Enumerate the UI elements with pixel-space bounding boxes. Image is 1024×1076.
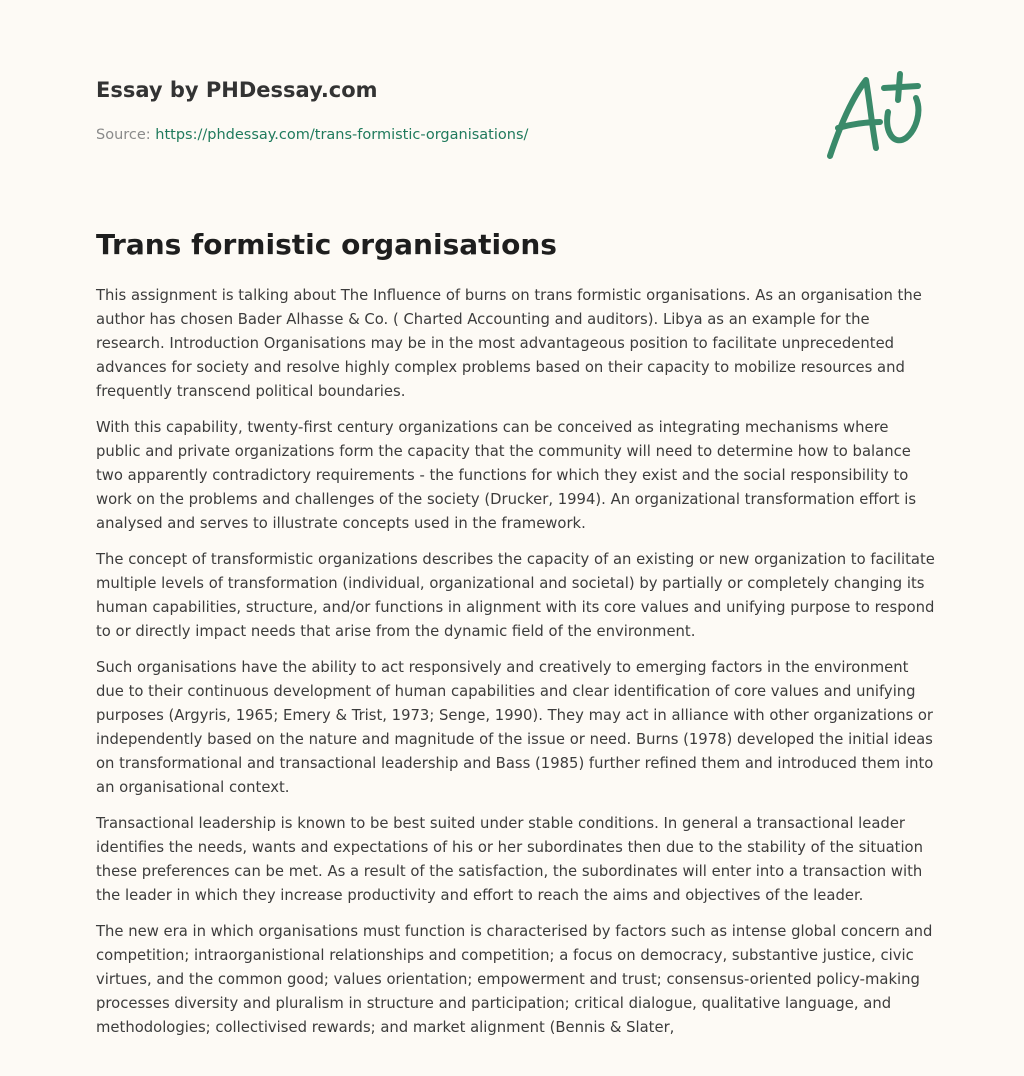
paragraph: With this capability, twenty-first century organizations can be conceived as integrating mechanisms where public and private organizations form the capacity that the community will need to determine how to balance two apparently contradictory requirements - the functions for which they exist and the social responsibility to work on the problems and challenges of the society (Drucker, 1994). An organizational transformation effort is analysed and serves to illustrate concepts used in the framework. bbox=[96, 419, 917, 532]
brand-title: Essay by PHDessay.com bbox=[96, 78, 378, 102]
a-plus-icon bbox=[818, 66, 930, 166]
paragraph: Such organisations have the ability to act responsively and creatively to emerging factors in the environment due to their continuous development of human capabilities and clear identification of core values and unifying purposes (Argyris, 1965; Emery & Trist, 1973; Senge, 1990). They may act in alliance with other organizations or independently based on the nature and magnitude of the issue or need. Burns (1978) developed the initial ideas on transformational and transactional leadership and Bass (1985) further refined them and introduced them into an organisational context. bbox=[96, 659, 934, 796]
article-title: Trans formistic organisations bbox=[96, 228, 557, 261]
paragraph: The concept of transformistic organizations describes the capacity of an existing or new organization to facilitate multiple levels of transformation (individual, organizational and societal) by partially or completely changing its human capabilities, structure, and/or functions in alignment with its core values and unifying purpose to respond to or directly impact needs that arise from the dynamic field of the environment. bbox=[96, 551, 935, 640]
paragraph: Transactional leadership is known to be best suited under stable conditions. In general a transactional leader identifies the needs, wants and expectations of his or her subordinates then due to the stability of the situation these preferences can be met. As a result of the satisfaction, the subordinates will enter into a transaction with the leader in which they increase productivity and effort to reach the aims and objectives of the leader. bbox=[96, 815, 923, 904]
article-body bbox=[96, 284, 936, 1052]
essay-header bbox=[96, 76, 796, 145]
paragraph: This assignment is talking about The Influence of burns on trans formistic organisations. As an organisation the author has chosen Bader Alhasse & Co. ( Charted Accounting and auditors). Libya as an example for the research. Introduction Organisations may be in the most advantageous position to facilitate unprecedented advances for society and resolve highly complex problems based on their capacity to mobilize resources and frequently transcend political boundaries. bbox=[96, 287, 922, 400]
source-line bbox=[96, 125, 796, 145]
paragraph: The new era in which organisations must function is characterised by factors such as intense global concern and competition; intraorganistional relationships and competition; a focus on democracy, substantive justice, civic virtues, and the common good; values orientation; empowerment and trust; consensus-oriented policy-making processes diversity and pluralism in structure and participation; critical dialogue, qualitative language, and methodologies; collectivised rewards; and market alignment (Bennis & Slater, bbox=[96, 923, 933, 1036]
source-link[interactable]: https://phdessay.com/trans-formistic-organisations/ bbox=[155, 127, 529, 143]
source-label: Source: bbox=[96, 127, 156, 143]
